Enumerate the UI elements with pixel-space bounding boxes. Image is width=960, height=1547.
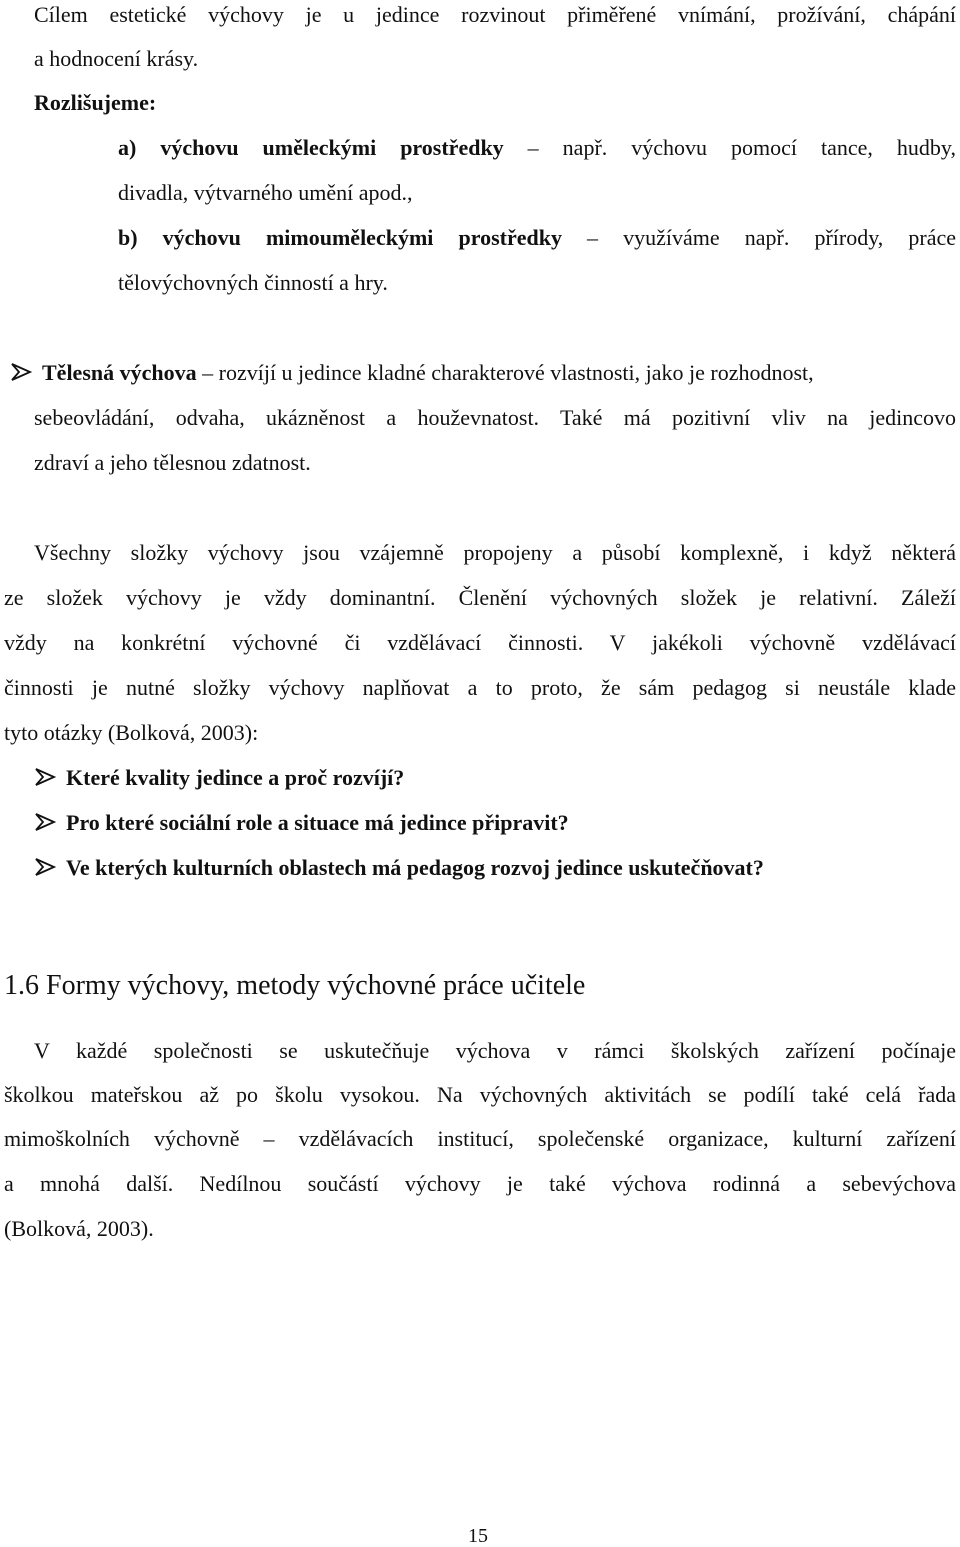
arrow-bullet-icon (34, 812, 58, 832)
para3-line-2: školkou mateřskou až po školu vysokou. Na výchovných aktivitách se podílí také celá řada (4, 1082, 956, 1107)
para2-line-2: ze složek výchovy je vždy dominantní. Členění výchovných složek je relativní. Záleží (4, 585, 956, 610)
arrow-bullet-icon (34, 857, 58, 877)
page-number: 15 (468, 1525, 488, 1547)
item-a-line-2: divadla, výtvarného umění apod., (118, 180, 413, 205)
arrow-bullet-icon (34, 767, 58, 787)
pe-bullet-line-3: zdraví a jeho tělesnou zdatnost. (34, 450, 311, 475)
item-b-term: b) výchovu mimouměleckými prostředky (118, 225, 562, 250)
para3-line-3: mimoškolních výchovně – vzdělávacích institucí, společenské organizace, kulturní zařízení (4, 1126, 956, 1151)
item-a-term: a) výchovu uměleckými prostředky (118, 135, 504, 160)
question-item: Ve kterých kulturních oblastech má pedagog rozvoj jedince uskutečňovat? (34, 857, 764, 879)
intro-line-2: a hodnocení krásy. (34, 46, 199, 71)
pe-term: Tělesná výchova (42, 360, 197, 385)
para2-line-1: Všechny složky výchovy jsou vzájemně propojeny a působí komplexně, i když některá (34, 540, 956, 565)
para2-line-3: vždy na konkrétní výchovné či vzdělávací činnosti. V jakékoli výchovně vzdělávací (4, 630, 956, 655)
para3-line-5: (Bolková, 2003). (4, 1216, 154, 1241)
question-item: Které kvality jedince a proč rozvíjí? (34, 767, 404, 789)
item-b-line-1: b) výchovu mimouměleckými prostředky – využíváme např. přírody, práce (118, 225, 956, 250)
arrow-bullet-icon (10, 362, 34, 382)
para3-line-1: V každé společnosti se uskutečňuje výchova v rámci školských zařízení počínaje (34, 1038, 956, 1063)
item-a-line-1: a) výchovu uměleckými prostředky – např. výchovu pomocí tance, hudby, (118, 135, 956, 160)
para3-line-4: a mnohá další. Nedílnou součástí výchovy je také výchova rodinná a sebevýchova (4, 1171, 956, 1196)
item-b-line-2: tělovýchovných činností a hry. (118, 270, 388, 295)
pe-bullet-line-2: sebeovládání, odvaha, ukázněnost a houževnatost. Také má pozitivní vliv na jedincovo (34, 405, 956, 430)
section-heading: 1.6 Formy výchovy, metody výchovné práce učitele (4, 970, 586, 1001)
para2-line-5: tyto otázky (Bolková, 2003): (4, 720, 259, 745)
distinguish-label: Rozlišujeme: (34, 90, 157, 115)
question-item: Pro které sociální role a situace má jedince připravit? (34, 812, 569, 834)
pe-bullet-line-1: Tělesná výchova – rozvíjí u jedince kladné charakterové vlastnosti, jako je rozhodnost, (10, 362, 814, 384)
para2-line-4: činnosti je nutné složky výchovy naplňovat a to proto, že sám pedagog si neustále klade (4, 675, 956, 700)
intro-line-1: Cílem estetické výchovy je u jedince rozvinout přiměřené vnímání, prožívání, chápání (34, 2, 956, 27)
